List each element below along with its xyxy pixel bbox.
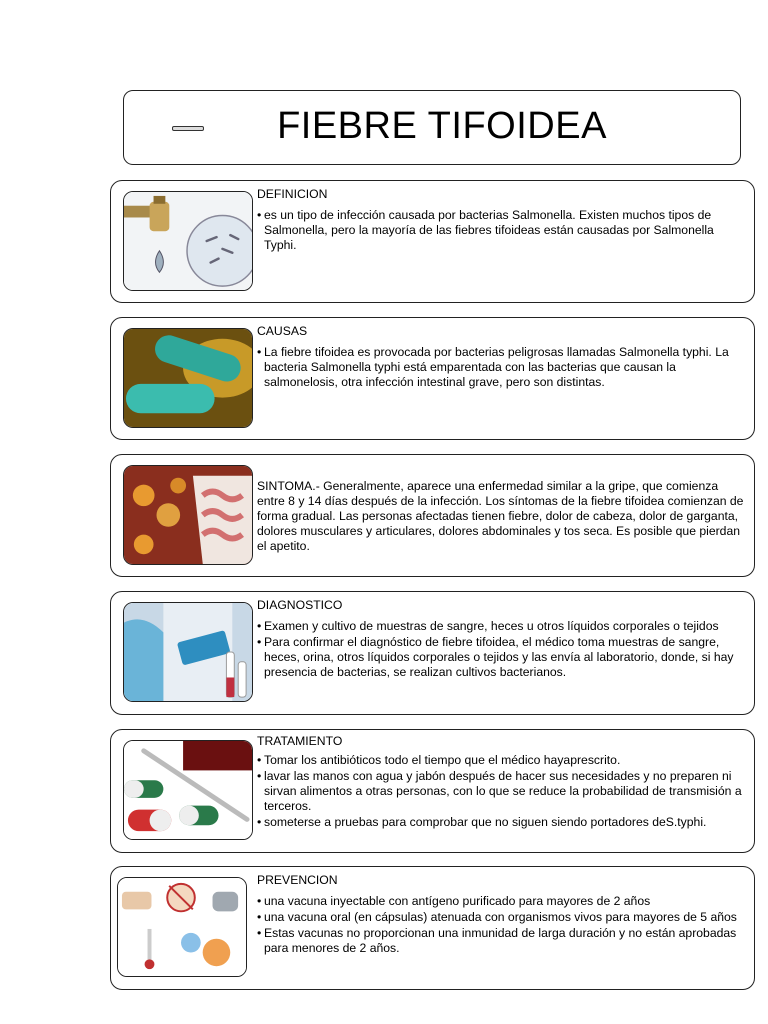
list-item: • Para confirmar el diagnóstico de fiebre tifoidea, el médico toma muestras de sangre, heces, orina, otros líquidos corporales o tejidos y las envía al laboratorio, donde, si hay presencia de bacterias, se realizan cultivos bacterianos. bbox=[257, 635, 748, 680]
pills-thermometer-icon bbox=[123, 740, 253, 840]
section-causas bbox=[110, 317, 755, 440]
section-text: Generalmente, aparece una enfermedad similar a la gripe, que comienza entre 8 y 14 días después de la infección. Los síntomas de la fiebre tifoidea comienzan de forma gradual. Las personas afectadas tienen fiebre, dolor de cabeza, dolor de garganta, dolores musculares y articulares, dolores abdominales y tos seca. Es posible que pierdan el apetito. bbox=[257, 479, 744, 553]
list-item: • Examen y cultivo de muestras de sangre, heces u otros líquidos corporales o tejidos bbox=[257, 619, 748, 634]
lab-sample-icon bbox=[123, 602, 253, 702]
list-item: • Tomar los antibióticos todo el tiempo que el médico hayaprescrito. bbox=[257, 753, 748, 768]
section-sintoma bbox=[110, 454, 755, 577]
section-heading: CAUSAS bbox=[257, 324, 308, 338]
salmonella-bacteria-icon bbox=[123, 328, 253, 428]
section-heading: SINTOMA.- bbox=[257, 479, 320, 493]
section-heading: PREVENCION bbox=[257, 873, 338, 887]
list-item: • Estas vacunas no proporcionan una inmunidad de larga duración y no están aprobadas para menores de 2 años. bbox=[257, 926, 748, 956]
water-tap-bacteria-icon bbox=[123, 191, 253, 291]
section-tratamiento bbox=[110, 729, 755, 853]
section-diagnostico bbox=[110, 591, 755, 715]
section-heading: TRATAMIENTO bbox=[257, 734, 343, 748]
list-item: • una vacuna oral (en cápsulas) atenuada con organismos vivos para mayores de 5 años bbox=[257, 910, 748, 925]
list-item: • La fiebre tifoidea es provocada por bacterias peligrosas llamadas Salmonella typhi. La bacteria Salmonella typhi está emparentada con las bacterias que causan la salmonelosis, otra infección intestinal grave, pero son distintas. bbox=[257, 345, 748, 390]
list-item: • someterse a pruebas para comprobar que no siguen siendo portadores deS.typhi. bbox=[257, 815, 748, 830]
title-box bbox=[123, 90, 741, 165]
section-prevencion bbox=[110, 866, 755, 990]
page-title: FIEBRE TIFOIDEA bbox=[277, 105, 607, 147]
list-item: • es un tipo de infección causada por bacterias Salmonella. Existen muchos tipos de Salmonella, pero la mayoría de las fiebres tifoideas están causadas por Salmonella Typhi. bbox=[257, 208, 748, 253]
section-definicion bbox=[110, 180, 755, 303]
section-heading: DIAGNOSTICO bbox=[257, 598, 343, 612]
list-item: • una vacuna inyectable con antígeno purificado para mayores de 2 años bbox=[257, 894, 748, 909]
section-heading: DEFINICION bbox=[257, 187, 328, 201]
virus-intestine-icon bbox=[123, 465, 253, 565]
list-item: • lavar las manos con agua y jabón después de hacer sus necesidades y no preparen ni sirvan alimentos a otras personas, con lo que se reduce la probabilidad de transmisión a terceros. bbox=[257, 769, 748, 814]
prevention-infographic-icon bbox=[117, 877, 247, 977]
